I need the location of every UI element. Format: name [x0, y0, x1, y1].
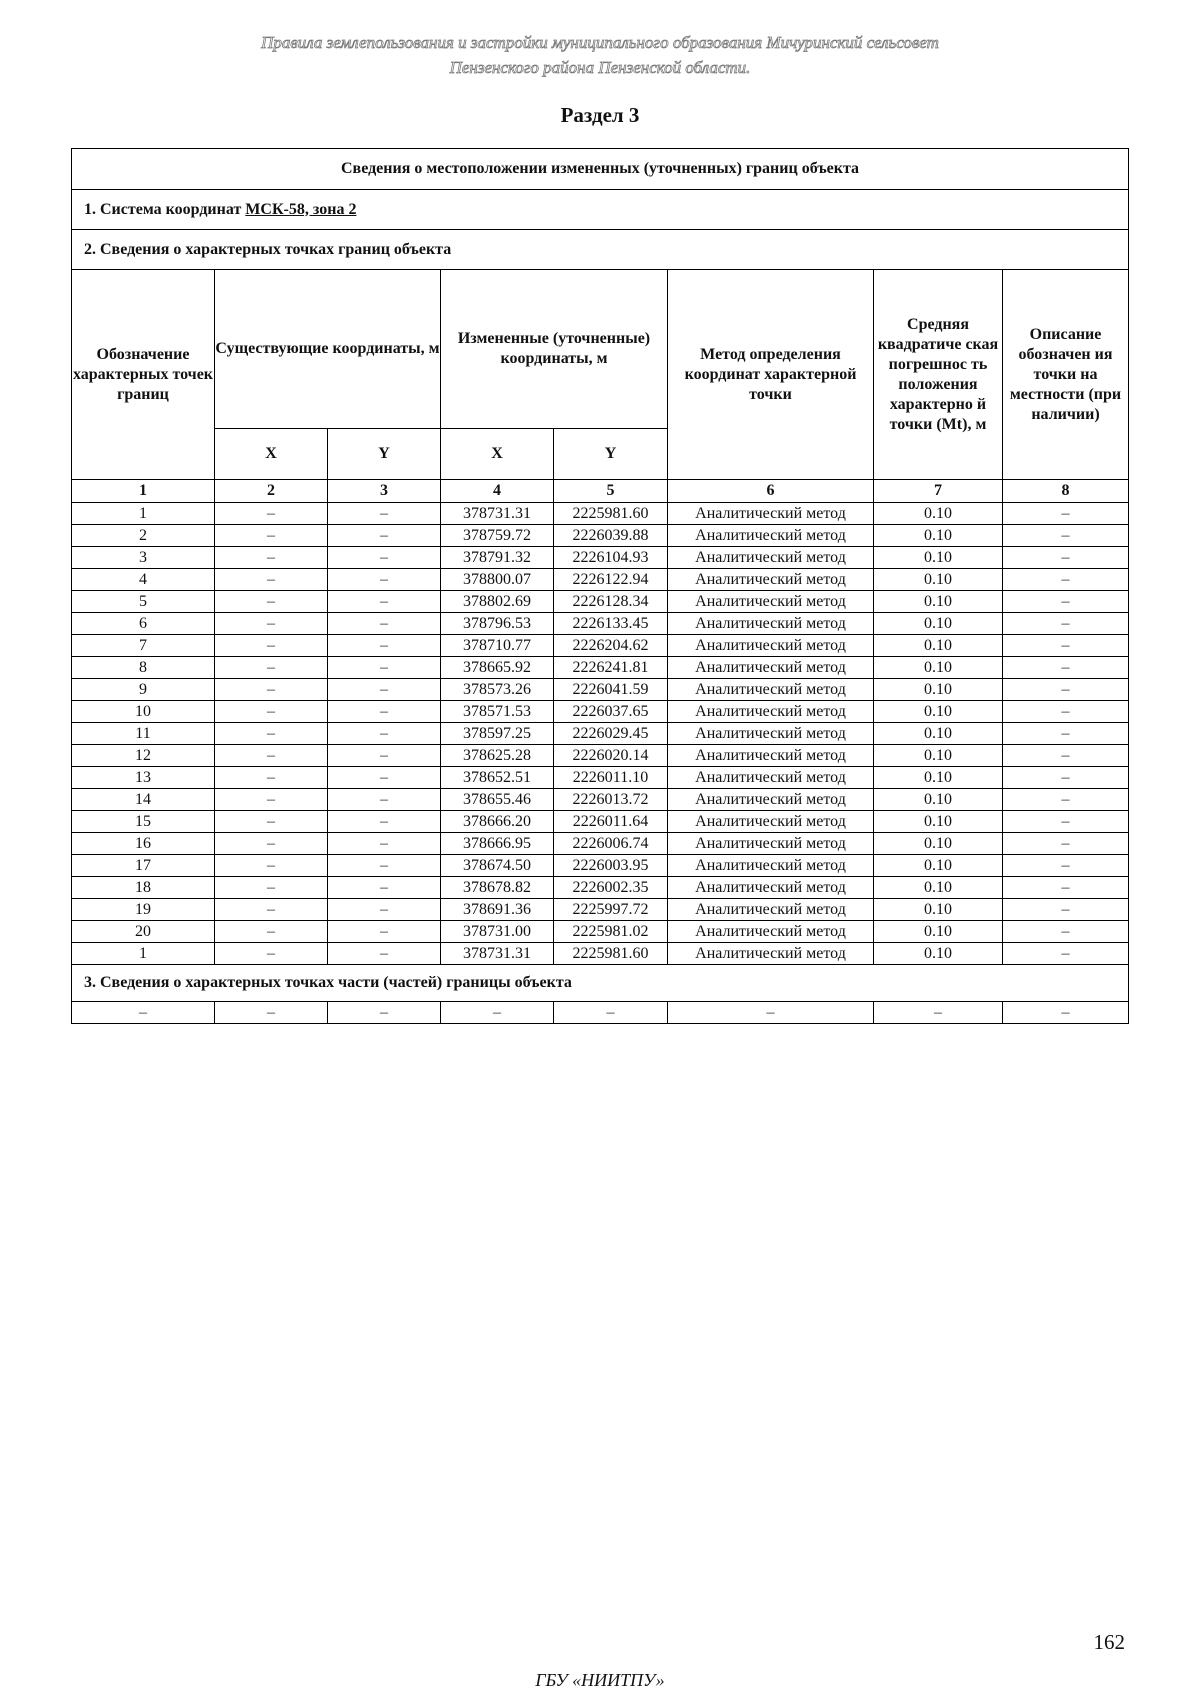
description-cell: –: [1003, 635, 1129, 657]
existing-x-cell: –: [215, 899, 328, 921]
mean-error-cell: 0.10: [874, 877, 1003, 899]
description-cell: –: [1003, 899, 1129, 921]
description-cell: –: [1003, 943, 1129, 965]
method-cell: Аналитический метод: [668, 921, 874, 943]
table-row: [72, 855, 1129, 877]
parts-cell: –: [1003, 1002, 1129, 1024]
table-row: [72, 503, 1129, 525]
method-cell: Аналитический метод: [668, 767, 874, 789]
changed-x-cell: 378665.92: [441, 657, 554, 679]
changed-x-cell: 378652.51: [441, 767, 554, 789]
method-cell: Аналитический метод: [668, 657, 874, 679]
table-row: [72, 723, 1129, 745]
changed-x-cell: 378731.31: [441, 943, 554, 965]
changed-y-cell: 2226011.64: [554, 811, 668, 833]
point-number-cell: 13: [72, 767, 215, 789]
description-cell: –: [1003, 921, 1129, 943]
point-number-cell: 15: [72, 811, 215, 833]
mean-error-cell: 0.10: [874, 723, 1003, 745]
header-description: Описание обозначен ия точки на местности (при наличии): [1003, 270, 1129, 480]
method-cell: Аналитический метод: [668, 943, 874, 965]
existing-x-cell: –: [215, 679, 328, 701]
existing-y-cell: –: [328, 745, 441, 767]
existing-y-cell: –: [328, 503, 441, 525]
existing-x-cell: –: [215, 767, 328, 789]
changed-x-cell: 378597.25: [441, 723, 554, 745]
changed-x-cell: 378666.95: [441, 833, 554, 855]
existing-y-cell: –: [328, 811, 441, 833]
method-cell: Аналитический метод: [668, 701, 874, 723]
changed-x-cell: 378759.72: [441, 525, 554, 547]
existing-x-cell: –: [215, 811, 328, 833]
point-number-cell: 7: [72, 635, 215, 657]
description-cell: –: [1003, 613, 1129, 635]
changed-y-cell: 2225981.60: [554, 943, 668, 965]
parts-cell: –: [554, 1002, 668, 1024]
table-row: [72, 789, 1129, 811]
mean-error-cell: 0.10: [874, 635, 1003, 657]
point-number-cell: 4: [72, 569, 215, 591]
mean-error-cell: 0.10: [874, 503, 1003, 525]
changed-y-cell: 2226241.81: [554, 657, 668, 679]
table-row: [72, 921, 1129, 943]
parts-cell: –: [441, 1002, 554, 1024]
method-cell: Аналитический метод: [668, 569, 874, 591]
mean-error-cell: 0.10: [874, 789, 1003, 811]
parts-cell: –: [72, 1002, 215, 1024]
existing-x-cell: –: [215, 877, 328, 899]
point-number-cell: 5: [72, 591, 215, 613]
description-cell: –: [1003, 833, 1129, 855]
mean-error-cell: 0.10: [874, 767, 1003, 789]
existing-x-cell: –: [215, 833, 328, 855]
mean-error-cell: 0.10: [874, 943, 1003, 965]
table-row: [72, 943, 1129, 965]
existing-x-cell: –: [215, 723, 328, 745]
existing-x-cell: –: [215, 547, 328, 569]
description-cell: –: [1003, 701, 1129, 723]
coord-system-value: МСК-58, зона 2: [245, 200, 357, 218]
existing-x-cell: –: [215, 613, 328, 635]
table-row: [72, 569, 1129, 591]
changed-y-cell: 2226003.95: [554, 855, 668, 877]
changed-y-cell: 2225981.02: [554, 921, 668, 943]
point-number-cell: 18: [72, 877, 215, 899]
existing-y-cell: –: [328, 591, 441, 613]
method-cell: Аналитический метод: [668, 503, 874, 525]
table-row: [72, 613, 1129, 635]
table-row: [72, 591, 1129, 613]
changed-y-cell: 2226002.35: [554, 877, 668, 899]
mean-error-cell: 0.10: [874, 613, 1003, 635]
mean-error-cell: 0.10: [874, 855, 1003, 877]
header-changed-y: Y: [554, 429, 668, 480]
changed-x-cell: 378796.53: [441, 613, 554, 635]
method-cell: Аналитический метод: [668, 525, 874, 547]
description-cell: –: [1003, 811, 1129, 833]
table-row: [72, 745, 1129, 767]
point-number-cell: 11: [72, 723, 215, 745]
method-cell: Аналитический метод: [668, 899, 874, 921]
existing-y-cell: –: [328, 547, 441, 569]
point-number-cell: 8: [72, 657, 215, 679]
point-number-cell: 14: [72, 789, 215, 811]
column-numbers-row: [72, 480, 1129, 503]
mean-error-cell: 0.10: [874, 921, 1003, 943]
column-number: 1: [72, 480, 215, 503]
point-number-cell: 1: [72, 503, 215, 525]
changed-y-cell: 2226133.45: [554, 613, 668, 635]
existing-x-cell: –: [215, 635, 328, 657]
existing-x-cell: –: [215, 745, 328, 767]
changed-y-cell: 2226011.10: [554, 767, 668, 789]
description-cell: –: [1003, 789, 1129, 811]
description-cell: –: [1003, 855, 1129, 877]
header-error: Средняя квадратиче ская погрешнос ть положения характерно й точки (Mt), м: [874, 270, 1003, 480]
column-number: 8: [1003, 480, 1129, 503]
method-cell: Аналитический метод: [668, 591, 874, 613]
parts-section-title: 3. Сведения о характерных точках части (частей) границы объекта: [72, 965, 1129, 1002]
description-cell: –: [1003, 723, 1129, 745]
existing-y-cell: –: [328, 921, 441, 943]
table-row: [72, 635, 1129, 657]
changed-y-cell: 2226013.72: [554, 789, 668, 811]
changed-x-cell: 378731.00: [441, 921, 554, 943]
existing-x-cell: –: [215, 569, 328, 591]
changed-y-cell: 2226104.93: [554, 547, 668, 569]
column-number: 3: [328, 480, 441, 503]
existing-y-cell: –: [328, 679, 441, 701]
table-row: [72, 833, 1129, 855]
method-cell: Аналитический метод: [668, 745, 874, 767]
point-number-cell: 10: [72, 701, 215, 723]
column-number: 7: [874, 480, 1003, 503]
method-cell: Аналитический метод: [668, 635, 874, 657]
changed-y-cell: 2226122.94: [554, 569, 668, 591]
existing-x-cell: –: [215, 855, 328, 877]
table-row: [72, 547, 1129, 569]
point-number-cell: 17: [72, 855, 215, 877]
existing-x-cell: –: [215, 525, 328, 547]
method-cell: Аналитический метод: [668, 789, 874, 811]
existing-y-cell: –: [328, 899, 441, 921]
existing-y-cell: –: [328, 943, 441, 965]
column-number: 2: [215, 480, 328, 503]
footer: ГБУ «НИИТПУ»: [535, 1670, 665, 1690]
section-title: Раздел 3: [560, 103, 640, 127]
changed-y-cell: 2225981.60: [554, 503, 668, 525]
description-cell: –: [1003, 503, 1129, 525]
description-cell: –: [1003, 657, 1129, 679]
point-number-cell: 16: [72, 833, 215, 855]
changed-y-cell: 2226039.88: [554, 525, 668, 547]
existing-y-cell: –: [328, 613, 441, 635]
table-row: [72, 525, 1129, 547]
point-number-cell: 9: [72, 679, 215, 701]
description-cell: –: [1003, 877, 1129, 899]
method-cell: Аналитический метод: [668, 679, 874, 701]
description-cell: –: [1003, 547, 1129, 569]
changed-y-cell: 2226020.14: [554, 745, 668, 767]
existing-y-cell: –: [328, 635, 441, 657]
changed-x-cell: 378666.20: [441, 811, 554, 833]
header-line-2: Пензенского района Пензенской области.: [449, 58, 751, 77]
mean-error-cell: 0.10: [874, 525, 1003, 547]
mean-error-cell: 0.10: [874, 657, 1003, 679]
changed-x-cell: 378573.26: [441, 679, 554, 701]
column-number: 6: [668, 480, 874, 503]
changed-x-cell: 378731.31: [441, 503, 554, 525]
changed-y-cell: 2226006.74: [554, 833, 668, 855]
header-designation: Обозначение характерных точек границ: [72, 270, 215, 480]
header-changed-coords: Измененные (уточненные) координаты, м: [441, 270, 668, 429]
existing-y-cell: –: [328, 789, 441, 811]
changed-x-cell: 378678.82: [441, 877, 554, 899]
description-cell: –: [1003, 767, 1129, 789]
table-row: [72, 899, 1129, 921]
existing-x-cell: –: [215, 943, 328, 965]
description-cell: –: [1003, 591, 1129, 613]
changed-x-cell: 378625.28: [441, 745, 554, 767]
table-row: [72, 679, 1129, 701]
parts-cell: –: [215, 1002, 328, 1024]
changed-x-cell: 378655.46: [441, 789, 554, 811]
existing-y-cell: –: [328, 877, 441, 899]
changed-x-cell: 378800.07: [441, 569, 554, 591]
mean-error-cell: 0.10: [874, 547, 1003, 569]
changed-y-cell: 2226029.45: [554, 723, 668, 745]
changed-y-cell: 2226041.59: [554, 679, 668, 701]
table-row: [72, 701, 1129, 723]
point-number-cell: 12: [72, 745, 215, 767]
changed-x-cell: 378691.36: [441, 899, 554, 921]
header-existing-x: X: [215, 429, 328, 480]
coord-system-row: [72, 190, 1129, 230]
header-method: Метод определения координат характерной точки: [668, 270, 874, 480]
existing-x-cell: –: [215, 591, 328, 613]
method-cell: Аналитический метод: [668, 811, 874, 833]
parts-cell: –: [874, 1002, 1003, 1024]
header-existing-coords: Существующие координаты, м: [215, 270, 441, 429]
boundary-table: [71, 148, 1129, 1024]
description-cell: –: [1003, 569, 1129, 591]
header-existing-y: Y: [328, 429, 441, 480]
mean-error-cell: 0.10: [874, 679, 1003, 701]
column-number: 4: [441, 480, 554, 503]
changed-y-cell: 2226128.34: [554, 591, 668, 613]
table-row: [72, 657, 1129, 679]
point-number-cell: 20: [72, 921, 215, 943]
changed-x-cell: 378674.50: [441, 855, 554, 877]
header-changed-x: X: [441, 429, 554, 480]
existing-x-cell: –: [215, 503, 328, 525]
mean-error-cell: 0.10: [874, 811, 1003, 833]
existing-y-cell: –: [328, 855, 441, 877]
description-cell: –: [1003, 745, 1129, 767]
existing-y-cell: –: [328, 833, 441, 855]
method-cell: Аналитический метод: [668, 547, 874, 569]
method-cell: Аналитический метод: [668, 723, 874, 745]
point-number-cell: 3: [72, 547, 215, 569]
running-header: [0, 30, 1200, 80]
coord-system-label: 1. Система координат: [84, 200, 242, 218]
header-line-1: Правила землепользования и застройки муниципального образования Мичуринский сельсовет: [261, 33, 939, 52]
description-cell: –: [1003, 679, 1129, 701]
changed-y-cell: 2225997.72: [554, 899, 668, 921]
table-row: [72, 811, 1129, 833]
parts-cell: –: [668, 1002, 874, 1024]
existing-x-cell: –: [215, 789, 328, 811]
points-section-title: 2. Сведения о характерных точках границ объекта: [72, 230, 1129, 270]
mean-error-cell: 0.10: [874, 833, 1003, 855]
point-number-cell: 6: [72, 613, 215, 635]
existing-x-cell: –: [215, 657, 328, 679]
mean-error-cell: 0.10: [874, 745, 1003, 767]
existing-x-cell: –: [215, 921, 328, 943]
method-cell: Аналитический метод: [668, 613, 874, 635]
mean-error-cell: 0.10: [874, 569, 1003, 591]
method-cell: Аналитический метод: [668, 833, 874, 855]
changed-y-cell: 2226204.62: [554, 635, 668, 657]
table-row: [72, 767, 1129, 789]
table-row: [72, 877, 1129, 899]
mean-error-cell: 0.10: [874, 701, 1003, 723]
existing-x-cell: –: [215, 701, 328, 723]
existing-y-cell: –: [328, 525, 441, 547]
existing-y-cell: –: [328, 569, 441, 591]
changed-x-cell: 378791.32: [441, 547, 554, 569]
table-title: Сведения о местоположении измененных (уточненных) границ объекта: [72, 149, 1129, 190]
parts-row: [72, 1002, 1129, 1024]
page-number: 162: [1093, 1630, 1125, 1654]
parts-cell: –: [328, 1002, 441, 1024]
mean-error-cell: 0.10: [874, 899, 1003, 921]
point-number-cell: 2: [72, 525, 215, 547]
method-cell: Аналитический метод: [668, 855, 874, 877]
changed-x-cell: 378802.69: [441, 591, 554, 613]
description-cell: –: [1003, 525, 1129, 547]
existing-y-cell: –: [328, 701, 441, 723]
point-number-cell: 1: [72, 943, 215, 965]
existing-y-cell: –: [328, 657, 441, 679]
changed-y-cell: 2226037.65: [554, 701, 668, 723]
point-number-cell: 19: [72, 899, 215, 921]
column-number: 5: [554, 480, 668, 503]
mean-error-cell: 0.10: [874, 591, 1003, 613]
changed-x-cell: 378710.77: [441, 635, 554, 657]
existing-y-cell: –: [328, 723, 441, 745]
method-cell: Аналитический метод: [668, 877, 874, 899]
existing-y-cell: –: [328, 767, 441, 789]
changed-x-cell: 378571.53: [441, 701, 554, 723]
